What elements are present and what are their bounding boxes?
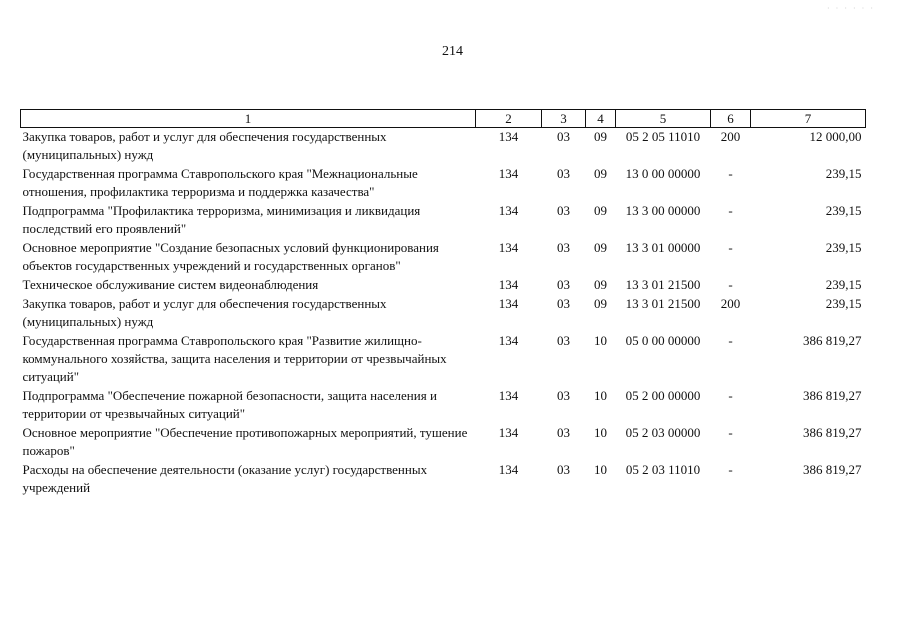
- subsection-code-cell: 09: [594, 240, 607, 255]
- row-name-cell: Расходы на обеспечение деятельности (оказание услуг) государственных учреждений: [22, 462, 428, 495]
- section-code-cell: 03: [557, 425, 570, 440]
- section-code-cell: 03: [557, 333, 570, 348]
- amount-cell: 12 000,00: [809, 129, 862, 144]
- target-article-cell: 13 3 00 00000: [625, 203, 701, 218]
- ministry-code-cell: 134: [498, 203, 519, 218]
- subsection-code-cell: 09: [594, 296, 607, 311]
- expense-type-cell: -: [728, 277, 733, 292]
- target-article-cell: 13 3 01 00000: [625, 240, 701, 255]
- amount-cell: 239,15: [825, 296, 862, 311]
- ministry-code-cell: 134: [498, 129, 519, 144]
- target-article-cell: 13 0 00 00000: [625, 166, 701, 181]
- column-header-3: 3: [542, 110, 586, 128]
- table-row: [21, 424, 866, 461]
- section-code-cell: 03: [557, 296, 570, 311]
- subsection-code-cell: 10: [594, 425, 607, 440]
- row-name-cell: Закупка товаров, работ и услуг для обеспечения государственных (муниципальных) нужд: [22, 296, 387, 329]
- expense-type-cell: -: [728, 333, 733, 348]
- row-name-cell: Основное мероприятие "Создание безопасных условий функционирования объектов государственных учреждений и государственных органов": [22, 240, 439, 273]
- table-row: [21, 332, 866, 387]
- expense-type-cell: -: [728, 462, 733, 477]
- table-row: [21, 295, 866, 332]
- column-header-5: 5: [616, 110, 711, 128]
- amount-cell: 239,15: [825, 166, 862, 181]
- ministry-code-cell: 134: [498, 388, 519, 403]
- scan-artifact-marks: · · · · · ·: [827, 4, 875, 13]
- ministry-code-cell: 134: [498, 296, 519, 311]
- target-article-cell: 05 2 05 11010: [625, 129, 701, 144]
- target-article-cell: 13 3 01 21500: [625, 296, 701, 311]
- table-body: [21, 128, 866, 499]
- section-code-cell: 03: [557, 388, 570, 403]
- column-header-6: 6: [711, 110, 751, 128]
- subsection-code-cell: 10: [594, 462, 607, 477]
- table-row: [21, 239, 866, 276]
- subsection-code-cell: 10: [594, 388, 607, 403]
- ministry-code-cell: 134: [498, 166, 519, 181]
- column-header-2: 2: [476, 110, 542, 128]
- section-code-cell: 03: [557, 277, 570, 292]
- expense-type-cell: -: [728, 240, 733, 255]
- table-row: [21, 276, 866, 295]
- target-article-cell: 13 3 01 21500: [625, 277, 701, 292]
- expense-type-cell: 200: [720, 296, 741, 311]
- amount-cell: 239,15: [825, 203, 862, 218]
- table-row: [21, 461, 866, 498]
- ministry-code-cell: 134: [498, 425, 519, 440]
- row-name-cell: Государственная программа Ставропольского края "Развитие жилищно-коммунального хозяйства, защита населения и территории от чрезвычайных ситуаций": [22, 333, 447, 384]
- table-row: [21, 202, 866, 239]
- amount-cell: 386 819,27: [803, 425, 862, 440]
- target-article-cell: 05 2 00 00000: [625, 388, 701, 403]
- expense-type-cell: 200: [720, 129, 741, 144]
- section-code-cell: 03: [557, 166, 570, 181]
- row-name-cell: Закупка товаров, работ и услуг для обеспечения государственных (муниципальных) нужд: [22, 129, 387, 162]
- page-number: 214: [442, 44, 463, 59]
- amount-cell: 386 819,27: [803, 388, 862, 403]
- table-row: [21, 128, 866, 166]
- column-header-4: 4: [586, 110, 616, 128]
- ministry-code-cell: 134: [498, 462, 519, 477]
- table-header-row: [21, 110, 866, 128]
- subsection-code-cell: 10: [594, 333, 607, 348]
- column-header-7: 7: [751, 110, 866, 128]
- ministry-code-cell: 134: [498, 277, 519, 292]
- expense-type-cell: -: [728, 388, 733, 403]
- amount-cell: 239,15: [825, 277, 862, 292]
- target-article-cell: 05 2 03 11010: [625, 462, 701, 477]
- row-name-cell: Подпрограмма "Обеспечение пожарной безопасности, защита населения и территории от чрезвычайных ситуаций": [22, 388, 437, 421]
- table-row: [21, 387, 866, 424]
- expense-type-cell: -: [728, 425, 733, 440]
- section-code-cell: 03: [557, 240, 570, 255]
- amount-cell: 386 819,27: [803, 462, 862, 477]
- expense-type-cell: -: [728, 166, 733, 181]
- section-code-cell: 03: [557, 462, 570, 477]
- target-article-cell: 05 2 03 00000: [625, 425, 701, 440]
- section-code-cell: 03: [557, 129, 570, 144]
- ministry-code-cell: 134: [498, 333, 519, 348]
- budget-table: [20, 109, 866, 498]
- section-code-cell: 03: [557, 203, 570, 218]
- row-name-cell: Государственная программа Ставропольского края "Межнациональные отношения, профилактика терроризма и поддержка казачества": [22, 166, 418, 199]
- ministry-code-cell: 134: [498, 240, 519, 255]
- subsection-code-cell: 09: [594, 166, 607, 181]
- amount-cell: 386 819,27: [803, 333, 862, 348]
- table-row: [21, 165, 866, 202]
- subsection-code-cell: 09: [594, 203, 607, 218]
- subsection-code-cell: 09: [594, 129, 607, 144]
- amount-cell: 239,15: [825, 240, 862, 255]
- target-article-cell: 05 0 00 00000: [625, 333, 701, 348]
- subsection-code-cell: 09: [594, 277, 607, 292]
- column-header-1: 1: [21, 110, 476, 128]
- row-name-cell: Подпрограмма "Профилактика терроризма, минимизация и ликвидация последствий его проявлений": [22, 203, 421, 236]
- expense-type-cell: -: [728, 203, 733, 218]
- row-name-cell: Основное мероприятие "Обеспечение противопожарных мероприятий, тушение пожаров": [22, 425, 468, 458]
- row-name-cell: Техническое обслуживание систем видеонаблюдения: [22, 277, 319, 292]
